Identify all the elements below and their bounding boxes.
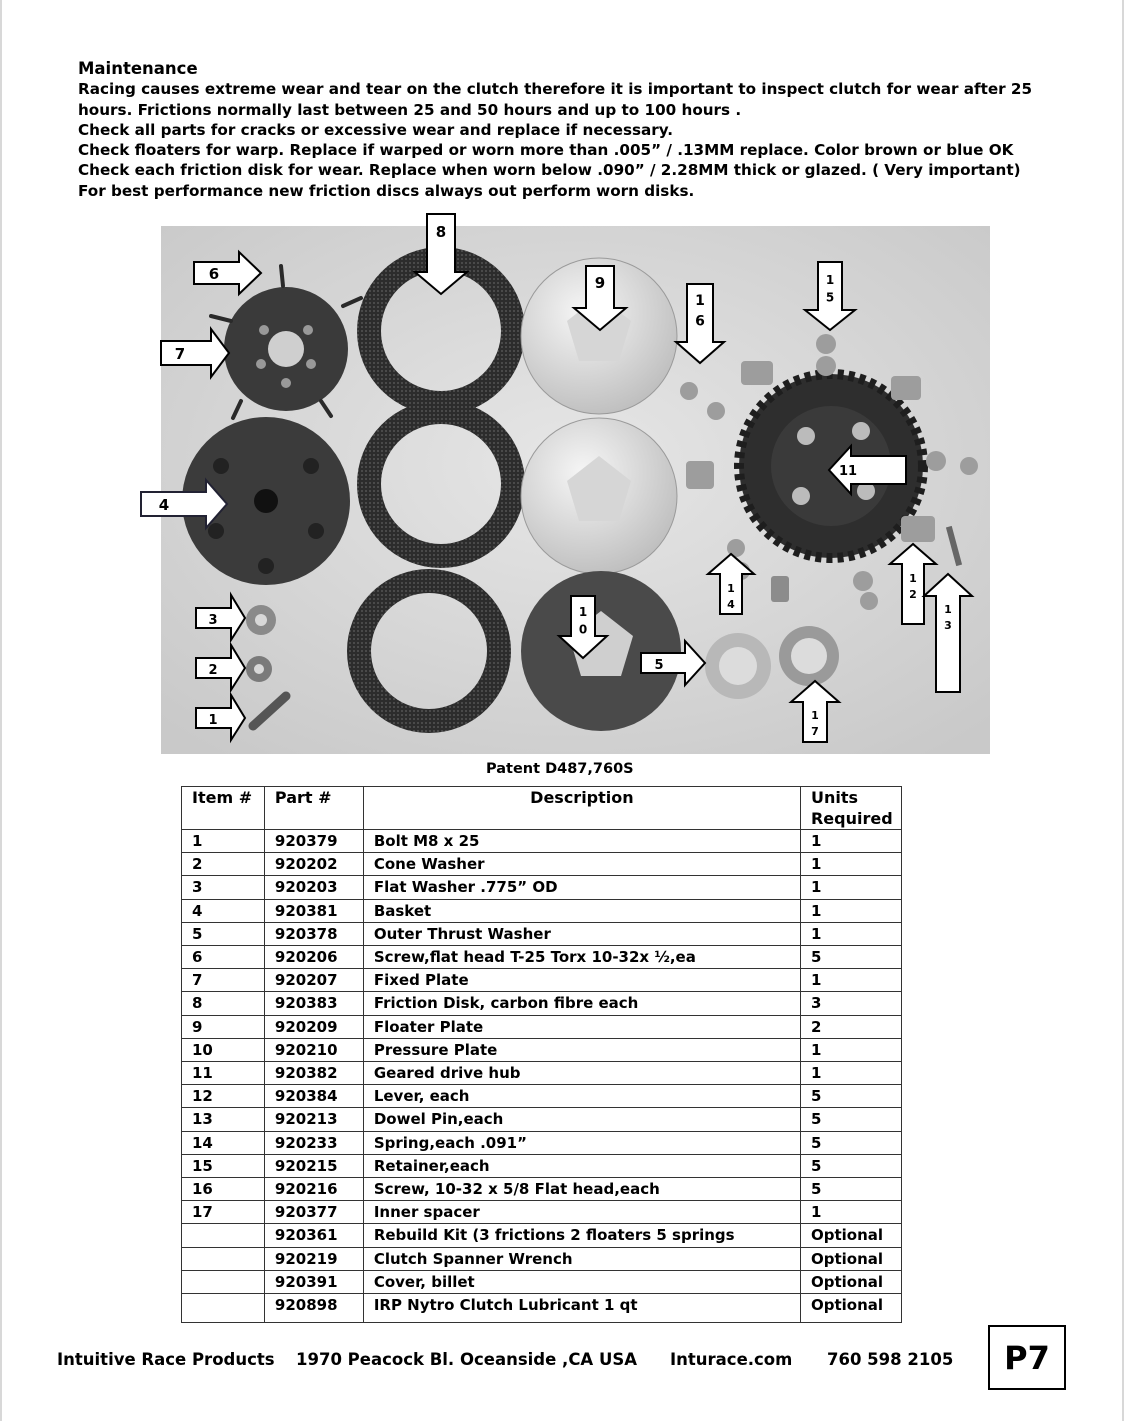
cell-description: Floater Plate	[363, 1015, 800, 1038]
header-units: Units Required	[800, 787, 901, 830]
table-row	[182, 1270, 902, 1293]
cell-units: 1	[800, 899, 901, 922]
header-description: Description	[363, 787, 800, 830]
cell-units: 5	[800, 1154, 901, 1177]
cell-units: 1	[800, 853, 901, 876]
cell-description: Clutch Spanner Wrench	[363, 1247, 800, 1270]
cell-units: 5	[800, 946, 901, 969]
maintenance-title: Maintenance	[78, 59, 198, 78]
fixed-plate	[224, 287, 348, 411]
cell-item	[182, 1247, 265, 1270]
footer-phone: 760 598 2105	[827, 1350, 954, 1369]
page-number: P7	[988, 1325, 1066, 1390]
pressure-plate	[521, 571, 681, 731]
cell-part: 920210	[264, 1038, 363, 1061]
cell-item: 4	[182, 899, 265, 922]
cell-units: 1	[800, 1038, 901, 1061]
table-row	[182, 1062, 902, 1085]
callout-label-4: 4	[158, 496, 170, 514]
cell-units: Optional	[800, 1247, 901, 1270]
table-row	[182, 1085, 902, 1108]
table-row	[182, 946, 902, 969]
cell-part: 920361	[264, 1224, 363, 1247]
maintenance-line: For best performance new friction discs always out perform worn disks.	[78, 181, 695, 200]
table-row	[182, 1038, 902, 1061]
cell-description: Fixed Plate	[363, 969, 800, 992]
table-row	[182, 876, 902, 899]
table-row	[182, 1247, 902, 1270]
cell-item: 13	[182, 1108, 265, 1131]
callout-label-6: 6	[208, 265, 220, 283]
cell-part: 920219	[264, 1247, 363, 1270]
callout-label-1: 1	[208, 713, 218, 728]
cell-description: Friction Disk, carbon fibre each	[363, 992, 800, 1015]
table-row	[182, 1108, 902, 1131]
cell-units: 1	[800, 1062, 901, 1085]
cell-description: Flat Washer .775” OD	[363, 876, 800, 899]
cell-item: 6	[182, 946, 265, 969]
cell-units: 5	[800, 1131, 901, 1154]
maintenance-line: hours. Frictions normally last between 25 and 50 hours and up to 100 hours .	[78, 100, 742, 119]
parts-table-header	[182, 787, 902, 830]
callout-label-3: 3	[208, 613, 218, 628]
cell-description: Screw, 10-32 x 5/8 Flat head,each	[363, 1178, 800, 1201]
cell-item	[182, 1270, 265, 1293]
cell-part: 920216	[264, 1178, 363, 1201]
cell-units: 1	[800, 969, 901, 992]
cell-item: 9	[182, 1015, 265, 1038]
cell-part: 920381	[264, 899, 363, 922]
cell-description: Screw,flat head T-25 Torx 10-32x ½,ea	[363, 946, 800, 969]
maintenance-line: Check floaters for warp. Replace if warped or worn more than .005” / .13MM replace. Color brown or blue OK	[78, 141, 1014, 160]
cell-description: Lever, each	[363, 1085, 800, 1108]
footer-company: Intuitive Race Products	[57, 1350, 275, 1369]
cell-part: 920379	[264, 830, 363, 853]
inner-spacer	[779, 626, 839, 686]
cone-washer	[246, 656, 272, 682]
callout-label-10: 1 0	[578, 605, 588, 637]
cell-item	[182, 1294, 265, 1323]
cell-description: Pressure Plate	[363, 1038, 800, 1061]
callout-label-2: 2	[208, 663, 218, 678]
cell-part: 920391	[264, 1270, 363, 1293]
cell-units: Optional	[800, 1270, 901, 1293]
cell-units: 1	[800, 1201, 901, 1224]
thrust-washer	[705, 633, 771, 699]
parts-table	[181, 786, 902, 1323]
cell-item: 12	[182, 1085, 265, 1108]
cell-part: 920213	[264, 1108, 363, 1131]
cell-item	[182, 1224, 265, 1247]
maintenance-section	[78, 59, 1078, 201]
cell-part: 920377	[264, 1201, 363, 1224]
table-row	[182, 899, 902, 922]
callout-label-9: 9	[594, 274, 606, 292]
table-row	[182, 992, 902, 1015]
cell-part: 920209	[264, 1015, 363, 1038]
cell-part: 920202	[264, 853, 363, 876]
maintenance-line: Check each friction disk for wear. Replace when worn below .090” / 2.28MM thick or glazed. ( Very important)	[78, 161, 1021, 180]
table-row	[182, 1201, 902, 1224]
parts-table-body	[182, 830, 902, 1323]
callout-label-13: 1 3	[944, 603, 952, 632]
cell-description: Outer Thrust Washer	[363, 922, 800, 945]
callout-label-17: 1 7	[811, 709, 819, 738]
cell-units: Optional	[800, 1294, 901, 1323]
cell-part: 920233	[264, 1131, 363, 1154]
cell-description: Cover, billet	[363, 1270, 800, 1293]
table-row	[182, 969, 902, 992]
cell-units: 1	[800, 830, 901, 853]
header-part: Part #	[264, 787, 363, 830]
callout-label-15: 1 5	[825, 273, 835, 305]
cell-description: Retainer,each	[363, 1154, 800, 1177]
cell-item: 8	[182, 992, 265, 1015]
table-row	[182, 1131, 902, 1154]
table-row	[182, 853, 902, 876]
cell-units: 1	[800, 876, 901, 899]
exploded-clutch-diagram	[158, 223, 990, 754]
table-row	[182, 1178, 902, 1201]
cell-part: 920207	[264, 969, 363, 992]
cell-units: 5	[800, 1085, 901, 1108]
cell-item: 14	[182, 1131, 265, 1154]
cell-part: 920383	[264, 992, 363, 1015]
maintenance-line: Racing causes extreme wear and tear on the clutch therefore it is important to inspect clutch for wear after 25	[78, 80, 1033, 99]
patent-number: Patent D487,760S	[486, 761, 634, 777]
cell-description: Basket	[363, 899, 800, 922]
cell-units: 1	[800, 922, 901, 945]
cell-item: 17	[182, 1201, 265, 1224]
callout-label-11: 11	[839, 464, 858, 479]
table-row	[182, 1154, 902, 1177]
cell-item: 5	[182, 922, 265, 945]
cell-description: IRP Nytro Clutch Lubricant 1 qt	[363, 1294, 800, 1323]
cell-item: 3	[182, 876, 265, 899]
callout-label-7: 7	[174, 345, 186, 363]
cell-item: 15	[182, 1154, 265, 1177]
cell-units: Optional	[800, 1224, 901, 1247]
cell-part: 920384	[264, 1085, 363, 1108]
cell-part: 920378	[264, 922, 363, 945]
callout-label-8: 8	[435, 223, 447, 241]
table-row	[182, 1224, 902, 1247]
page-edge-left	[0, 0, 2, 1421]
flat-washer	[246, 605, 276, 635]
cell-description: Inner spacer	[363, 1201, 800, 1224]
table-row	[182, 1294, 902, 1323]
table-row	[182, 922, 902, 945]
callout-label-16: 1 6	[695, 293, 705, 330]
cell-item: 7	[182, 969, 265, 992]
cell-part: 920898	[264, 1294, 363, 1323]
maintenance-line: Check all parts for cracks or excessive wear and replace if necessary.	[78, 120, 674, 139]
cell-units: 3	[800, 992, 901, 1015]
cell-part: 920215	[264, 1154, 363, 1177]
cell-units: 2	[800, 1015, 901, 1038]
cell-description: Spring,each .091”	[363, 1131, 800, 1154]
cell-item: 10	[182, 1038, 265, 1061]
cell-part: 920382	[264, 1062, 363, 1085]
header-item: Item #	[182, 787, 265, 830]
footer-address: 1970 Peacock Bl. Oceanside ,CA USA	[296, 1350, 637, 1369]
cell-part: 920206	[264, 946, 363, 969]
callout-label-12: 1 2	[909, 572, 917, 601]
cell-units: 5	[800, 1178, 901, 1201]
cell-part: 920203	[264, 876, 363, 899]
cell-item: 1	[182, 830, 265, 853]
cell-description: Dowel Pin,each	[363, 1108, 800, 1131]
cell-description: Geared drive hub	[363, 1062, 800, 1085]
cell-item: 16	[182, 1178, 265, 1201]
table-row	[182, 830, 902, 853]
cell-units: 5	[800, 1108, 901, 1131]
footer-website: Inturace.com	[670, 1350, 793, 1369]
cell-description: Rebuild Kit (3 frictions 2 floaters 5 springs	[363, 1224, 800, 1247]
cell-description: Bolt M8 x 25	[363, 830, 800, 853]
callout-label-14: 1 4	[727, 582, 735, 611]
cell-item: 11	[182, 1062, 265, 1085]
cell-description: Cone Washer	[363, 853, 800, 876]
callout-label-5: 5	[654, 658, 664, 673]
table-row	[182, 1015, 902, 1038]
cell-item: 2	[182, 853, 265, 876]
